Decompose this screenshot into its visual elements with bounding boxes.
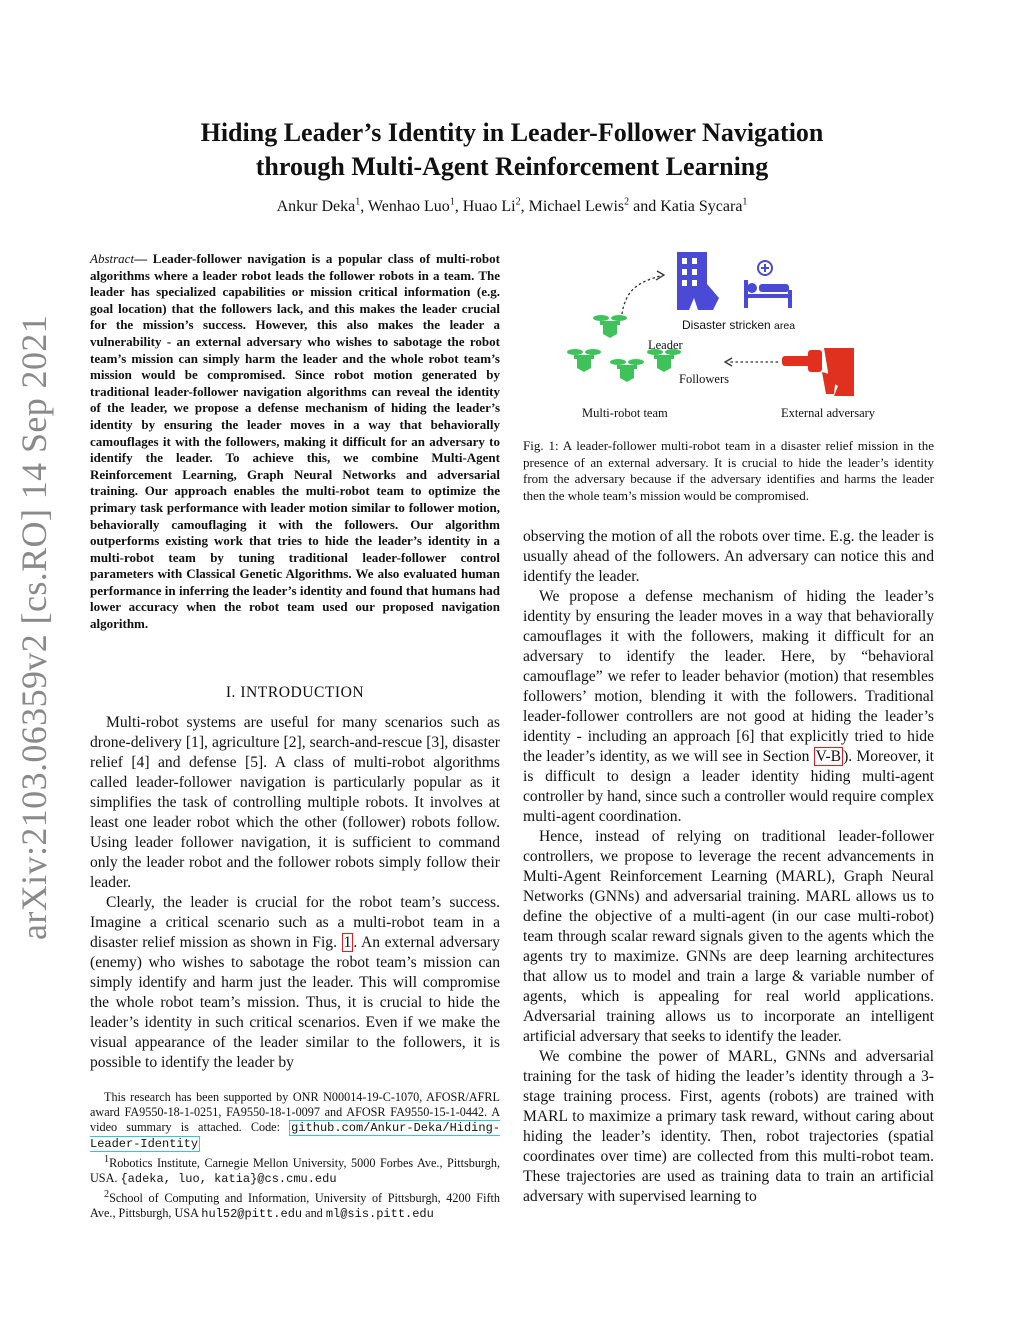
arxiv-side-stamp: arXiv:2103.06359v2 [cs.RO] 14 Sep 2021 (14, 314, 54, 940)
building-icon (677, 252, 719, 310)
paper-title (130, 116, 894, 184)
title-line-2: through Multi-Agent Reinforcement Learning (255, 152, 769, 181)
follower-drone-icon (610, 359, 644, 382)
figure-1-illustration (560, 240, 920, 430)
right-paragraph-3: Hence, instead of relying on traditional leader-follower controllers, we propose to leverage the recent advancements in Multi-Agent Reinforcement Learning (MARL), Graph Neural Networks (GNNs) and adversarial training. MARL allows us to define the objective of a multi-agent (in our case multi-robot) team through scalar reward signals given to the agents which the agents try to maximize. GNNs are deep learning architectures that allow us to model and train a large & variable number of agents, which is appealing for real world applications. Adversarial training allows us to incorporate an intelligent artificial adversary that seeks to identify the leader. (523, 828, 934, 1045)
footnotes (90, 1090, 500, 1222)
figure-1-link[interactable]: 1 (343, 934, 352, 951)
label-followers: Followers (679, 372, 729, 386)
dotted-arrow-to-area (622, 276, 660, 314)
footnote-affiliation-1: $^1$Robotics Institute, Carnegie Mellon University, 5000 Forbes Ave., Pittsburgh, USA. {adeka, luo, katia}@cs.cmu.edu (90, 1154, 500, 1187)
adversary-binoculars-icon (782, 348, 854, 396)
intro-paragraph-2: Clearly, the leader is crucial for the robot team’s success. Imagine a critical scenario such as a multi-robot team in a disaster relief mission as shown in Fig. 1 . An external adversary (enemy) who wishes to sabotage the robot team’s mission can simply identify and harm just the leader. This will compromise the whole robot team’s mission. Thus, it is crucial to hide the leader’s identity in such critical scenarios. Even if we make the visual appearance of the leader similar to the followers, it is possible to identify the leader by (90, 894, 500, 1071)
abstract (90, 251, 500, 633)
figure-1-caption: Fig. 1: A leader-follower multi-robot team in a disaster relief mission in the presence of an external adversary. It is crucial to hide the leader’s identity from the adversary because if the adversary identifies and harms the leader then the whole team’s mission would be compromised. (523, 438, 934, 503)
title-line-1: Hiding Leader’s Identity in Leader-Follower Navigation (200, 118, 824, 147)
right-paragraph-2: We propose a defense mechanism of hiding the leader’s identity by ensuring the leader moves in a way that behaviorally camouflages it with the followers, making it difficult for an adversary to identify the leader. Here, by “behavioral camouflage” we refer to leader behavior (motion) that resembles followers’ motion, blending it with the followers. Traditional leader-follower controllers are not good at hiding the leader’s identity - including an approach [6] that explicitly tried to hide the leader’s identity, as we will see in Section V-B ). Moreover, it is difficult to design a leader identity hiding multi-agent controller by hand, since such a controller would require complex multi-agent coordination. (523, 588, 934, 825)
label-leader: Leader (648, 338, 683, 352)
label-multi-robot-team: Multi-robot team (582, 406, 668, 420)
code-repo-link[interactable]: github.com/Ankur-Deka/Hiding-Leader-Identity (90, 1121, 500, 1151)
abstract-label: Abstract (90, 251, 135, 266)
footnote-affiliation-2: $^2$School of Computing and Information, University of Pittsburgh, 4200 Fifth Ave., Pittsburgh, USA hul52@pitt.edu and ml@sis.pitt.edu (90, 1189, 500, 1222)
right-column-body (523, 527, 934, 1207)
footnote-funding: This research has been supported by ONR N00014-19-C-1070, AFOSR/AFRL award FA9550-18-1-0251, FA9550-18-1-0097 and AFOSR FA9550-15-1-0442. A video summary is attached. Code: github.com/Ankur-Deka/Hiding-Leader-Identity (90, 1090, 500, 1151)
author-1: Ankur Deka$^1$, (276, 197, 368, 216)
arrowhead-icon (656, 271, 664, 280)
author-list (130, 197, 894, 216)
follower-drone-icon (567, 349, 601, 372)
abstract-text: — Leader-follower navigation is a popular class of multi-robot algorithms where a leader robot leads the follower robots in a team. The leader has specialized capabilities or mission critical information (e.g. goal location) that the followers lack, and this makes the leader crucial for the mission’s success. However, this also makes the leader a vulnerability - an external adversary who wishes to sabotage the robot team’s mission can simply harm the leader and the whole robot team’s mission would be compromised. Since robot motion generated by traditional leader-follower navigation algorithms can reveal the identity of the leader, we propose a defense mechanism of hiding the leader’s identity by ensuring the leader moves in a way that behaviorally camouflages it with the followers, making it difficult for an adversary to identify the leader. To achieve this, we combine Multi-Agent Reinforcement Learning, Graph Neural Networks and adversarial training. Our approach enables the multi-robot team to optimize the primary task performance with leader motion similar to follower motion, behaviorally camouflaging it with the followers. Our algorithm outperforms existing work that tries to hide the leader’s identity in a multi-robot team by tuning traditional leader-follower control parameters with Classical Genetic Algorithms. We also evaluated human performance in inferring the leader’s identity and found that humans had lower accuracy when the robot team used our proposed navigation algorithm. (90, 251, 500, 632)
leader-drone-icon (593, 315, 627, 338)
intro-paragraph-1: Multi-robot systems are useful for many scenarios such as drone-delivery [1], agriculture [2], search-and-rescue [3], disaster relief [4] and defense [5]. A class of multi-robot algorithms called leader-follower navigation is particularly popular as it simplifies the task of controlling multiple robots. It involves at least one leader robot which the other (follower) robots follow. Using leader follower navigation, it is sufficient to command only the leader robot and the follower robots simply follow their leader. (90, 714, 500, 891)
right-paragraph-4: We combine the power of MARL, GNNs and adversarial training for the task of hiding the leader’s identity through a 3-stage training process. First, agents (robots) are trained with MARL to maximize a primary task reward, without caring about hiding the leader’s identity. Then, robot trajectories (spatial coordinates over time) are collected from this multi-robot team. These trajectories are used as training data to train an artificial adversary with supervised learning to (523, 1048, 934, 1205)
section-v-b-link[interactable]: V-B (815, 748, 842, 765)
patient-bed-icon (744, 261, 792, 308)
pitt-email-1: hul52@pitt.edu (201, 1207, 303, 1222)
pitt-email-2: ml@sis.pitt.edu (325, 1207, 434, 1222)
label-disaster-area: Disaster stricken area (682, 318, 796, 332)
section-heading-introduction: I. INTRODUCTION (225, 684, 365, 701)
figure-1 (560, 240, 920, 430)
right-paragraph-1: observing the motion of all the robots over time. E.g. the leader is usually ahead of the followers. An adversary can notice this and identify the leader. (523, 528, 934, 585)
author-2: Wenhao Luo$^1$, (367, 197, 463, 216)
label-external-adversary: External adversary (781, 406, 876, 420)
introduction-body (90, 713, 500, 1073)
author-4: Michael Lewis$^2$ and (528, 197, 661, 216)
cmu-emails: {adeka, luo, katia}@cs.cmu.edu (120, 1172, 337, 1187)
author-5: Katia Sycara$^1$ (660, 197, 748, 216)
author-3: Huao Li$^2$, (462, 197, 529, 216)
